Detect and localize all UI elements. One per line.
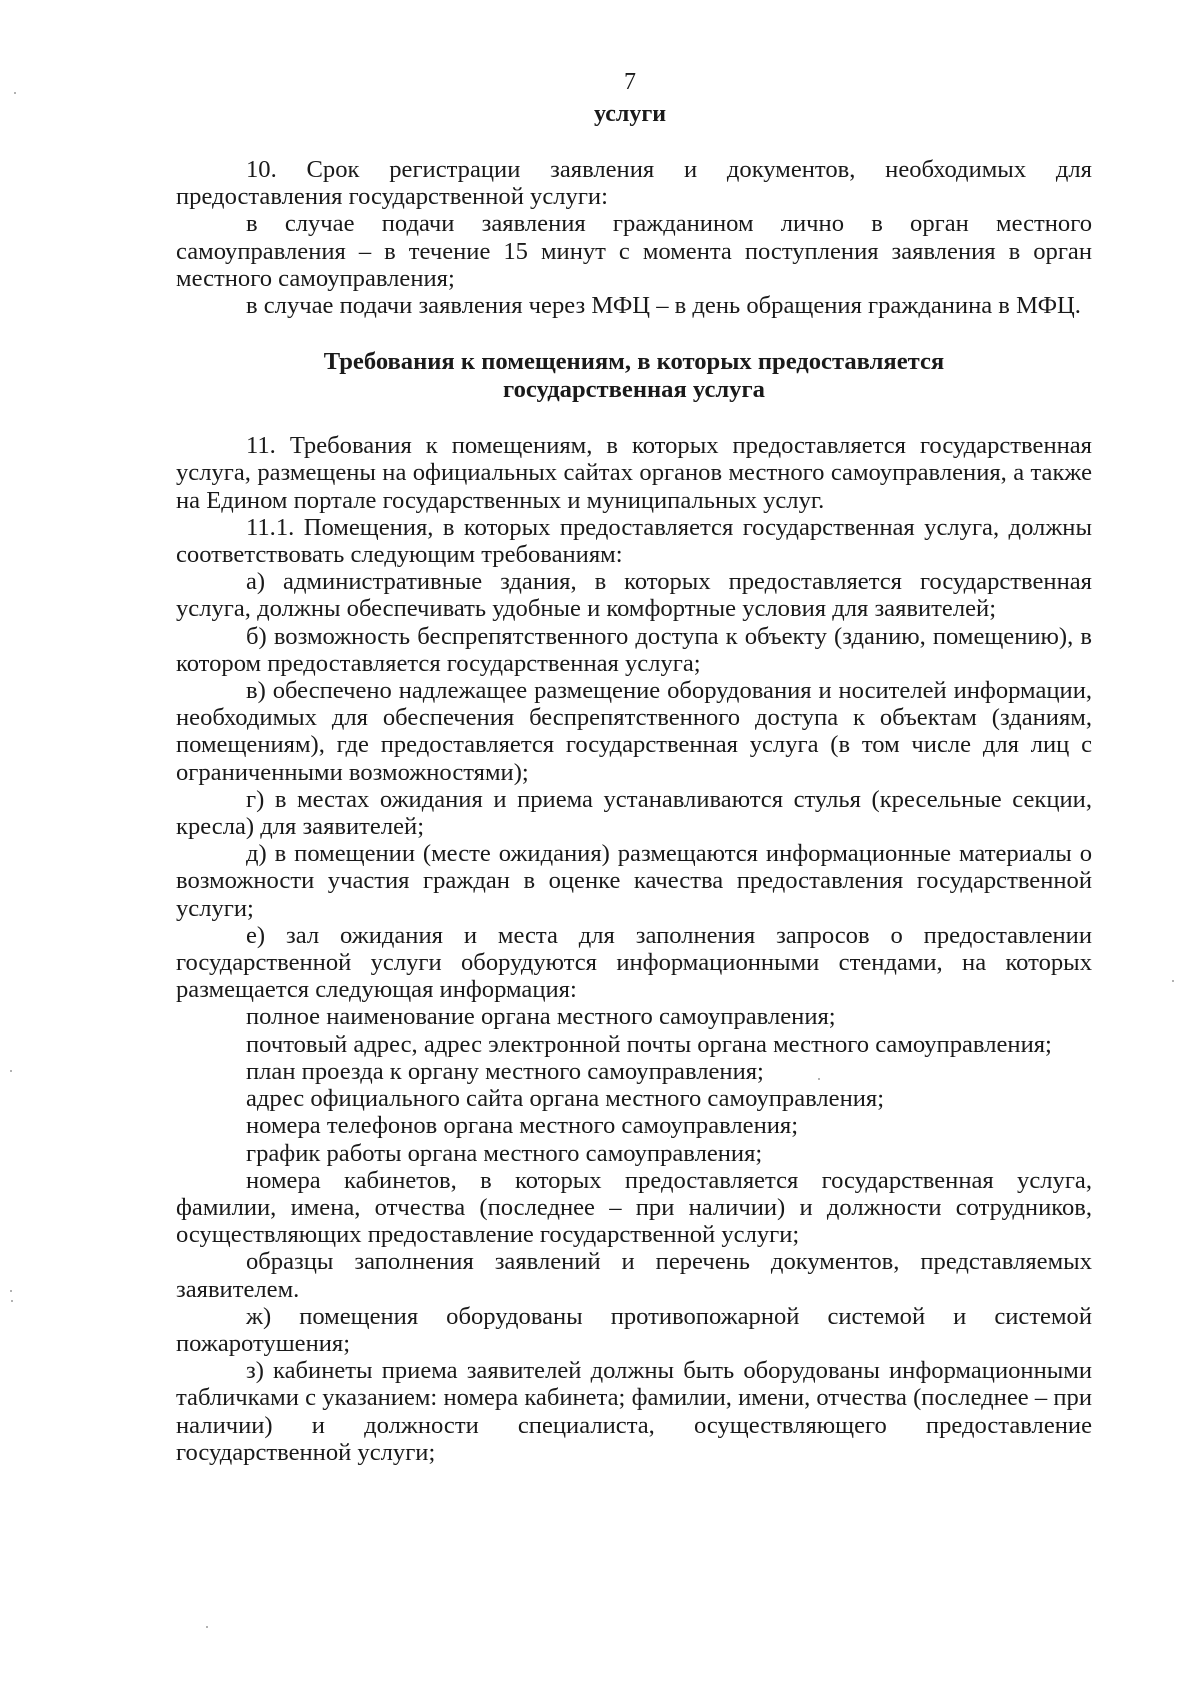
scan-speck [14, 92, 16, 94]
paragraph-10-mfc: в случае подачи заявления через МФЦ – в день обращения гражданина в МФЦ. [246, 292, 1081, 320]
section-heading-line-1: Требования к помещениям, в которых предоставляется [323, 348, 945, 376]
list-item-a: а) административные здания, в которых предоставляется государственная услуга, должны обеспечивать удобные и комфортные условия для заявителей; [176, 568, 1092, 623]
info-item-route-plan: план проезда к органу местного самоуправления; [246, 1057, 764, 1085]
page-number: 7 [624, 69, 636, 95]
scan-speck [10, 1290, 12, 1292]
info-item-website: адрес официального сайта органа местного самоуправления; [246, 1085, 885, 1113]
document-body [176, 156, 1092, 1466]
list-item-g: г) в местах ожидания и приема устанавливаются стулья (кресельные секции, кресла) для заявителей; [176, 785, 1092, 841]
section-heading-line-2: государственная услуга [503, 376, 765, 404]
list-item-e: е) зал ожидания и места для заполнения запросов о предоставлении государственной услуги оборудуются информационными стендами, на которых размещается следующая информация: [176, 921, 1092, 1004]
scan-speck [11, 1300, 13, 1302]
paragraph-10-in-person: в случае подачи заявления гражданином лично в орган местного самоуправления – в течение 15 минут с момента поступления заявления в орган местного самоуправления; [176, 210, 1092, 292]
info-item-samples: образцы заполнения заявлений и перечень документов, представляемых заявителем. [176, 1248, 1092, 1303]
list-item-d: д) в помещении (месте ожидания) размещаются информационные материалы о возможности участия граждан в оценке качества предоставления государственной услуги; [176, 840, 1092, 922]
list-item-z: з) кабинеты приема заявителей должны быть оборудованы информационными табличками с указанием: номера кабинета; фамилии, имени, отчества (последнее – при наличии) и должности специалиста, осуществляющего предоставление государственной услуги; [176, 1357, 1092, 1466]
scan-speck [1172, 980, 1174, 982]
list-item-v: в) обеспечено надлежащее размещение оборудования и носителей информации, необходимых для обеспечения беспрепятственного доступа к объектам (зданиям, помещениям), где предоставляется государственная услуга (в том числе для лиц с ограниченными возможностями); [176, 677, 1092, 786]
list-item-b: б) возможность беспрепятственного доступа к объекту (зданию, помещению), в котором предоставляется государственная услуга; [176, 622, 1092, 677]
info-item-address: почтовый адрес, адрес электронной почты органа местного самоуправления; [246, 1030, 1052, 1058]
info-item-schedule: график работы органа местного самоуправления; [246, 1139, 763, 1167]
section-heading [176, 348, 1092, 404]
paragraph-11: 11. Требования к помещениям, в которых предоставляется государственная услуга, размещены на официальных сайтах органов местного самоуправления, а также на Едином портале государственных и муниципальных услуг. [176, 432, 1092, 514]
info-item-cabinets: номера кабинетов, в которых предоставляется государственная услуга, фамилии, имена, отчества (последнее – при наличии) и должности сотрудников, осуществляющих предоставление государственной услуги; [176, 1166, 1092, 1249]
list-item-zh: ж) помещения оборудованы противопожарной системой и системой пожаротушения; [176, 1302, 1092, 1357]
scan-speck [206, 1626, 208, 1628]
paragraph-10: 10. Срок регистрации заявления и документов, необходимых для предоставления государственной услуги: [176, 156, 1092, 211]
info-item-phones: номера телефонов органа местного самоуправления; [246, 1112, 799, 1140]
scan-speck [10, 1070, 12, 1072]
scan-speck [818, 1078, 820, 1080]
continued-heading: услуги [593, 101, 667, 127]
paragraph-11-1: 11.1. Помещения, в которых предоставляется государственная услуга, должны соответствовать следующим требованиям: [176, 513, 1092, 569]
info-item-full-name: полное наименование органа местного самоуправления; [246, 1003, 836, 1031]
